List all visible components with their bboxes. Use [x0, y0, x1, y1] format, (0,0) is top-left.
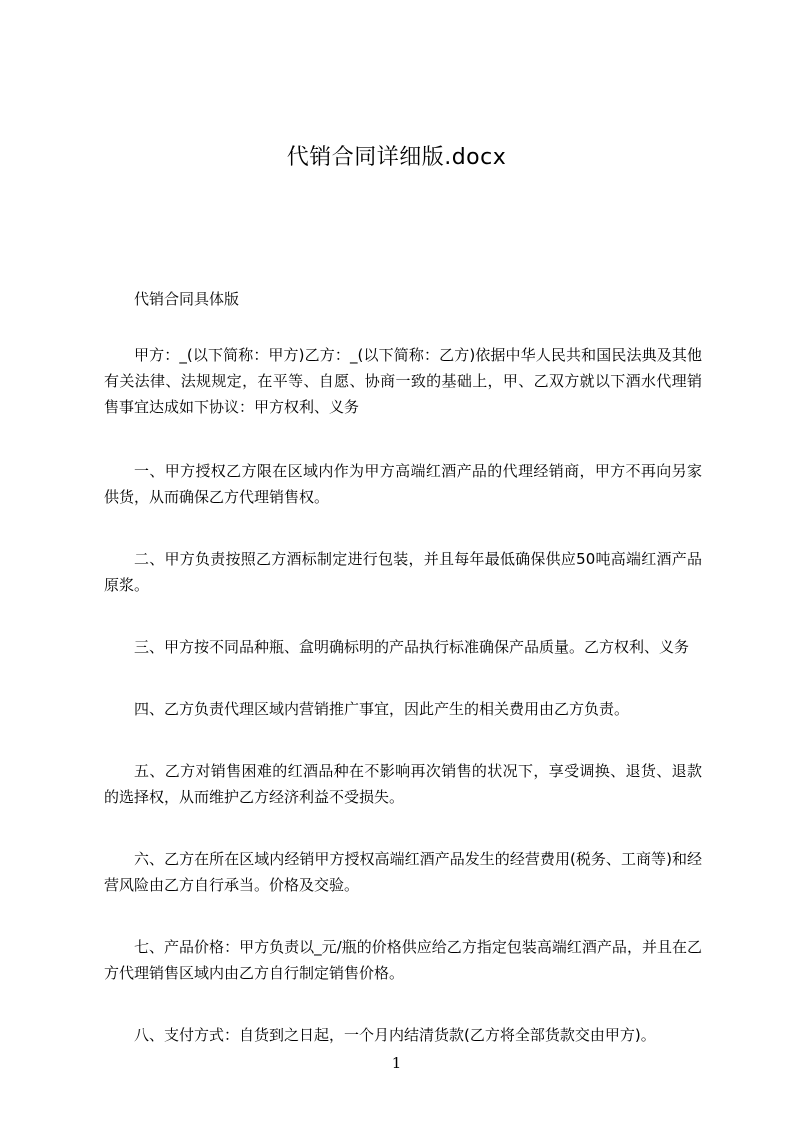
- clause-4: 四、乙方负责代理区域内营销推广事宜，因此产生的相关费用由乙方负责。: [134, 700, 630, 718]
- clause-2: 二、甲方负责按照乙方酒标制定进行包装，并且每年最低确保供应50吨高端红酒产品原浆。: [104, 550, 702, 594]
- intro-paragraph: 甲方：_(以下简称：甲方)乙方：_(以下简称：乙方)依据中华人民共和国民法典及其他有关法律、法规规定，在平等、自愿、协商一致的基础上，甲、乙双方就以下酒水代理销售事宜达成如下协议：甲方权利、义务: [104, 346, 702, 416]
- clause-3: 三、甲方按不同品种瓶、盒明确标明的产品执行标准确保产品质量。乙方权利、义务: [134, 638, 690, 656]
- clause-8: 八、支付方式：自货到之日起，一个月内结清货款(乙方将全部货款交由甲方)。: [134, 1026, 656, 1044]
- document-body: [104, 286, 702, 1048]
- page-number: 1: [391, 1054, 402, 1072]
- clause-1: 一、甲方授权乙方限在区域内作为甲方高端红酒产品的代理经销商，甲方不再向另家供货，从而确保乙方代理销售权。: [104, 462, 702, 506]
- document-subtitle: 代销合同具体版: [134, 290, 240, 308]
- clause-7: 七、产品价格：甲方负责以_元/瓶的价格供应给乙方指定包装高端红酒产品，并且在乙方代理销售区域内由乙方自行制定销售价格。: [104, 938, 702, 982]
- document-title: 代销合同详细版.docx: [286, 145, 507, 170]
- clause-6: 六、乙方在所在区域内经销甲方授权高端红酒产品发生的经营费用(税务、工商等)和经营风险由乙方自行承当。价格及交验。: [104, 850, 702, 894]
- clause-5: 五、乙方对销售困难的红酒品种在不影响再次销售的状况下，享受调换、退货、退款的选择权，从而维护乙方经济利益不受损失。: [104, 762, 702, 806]
